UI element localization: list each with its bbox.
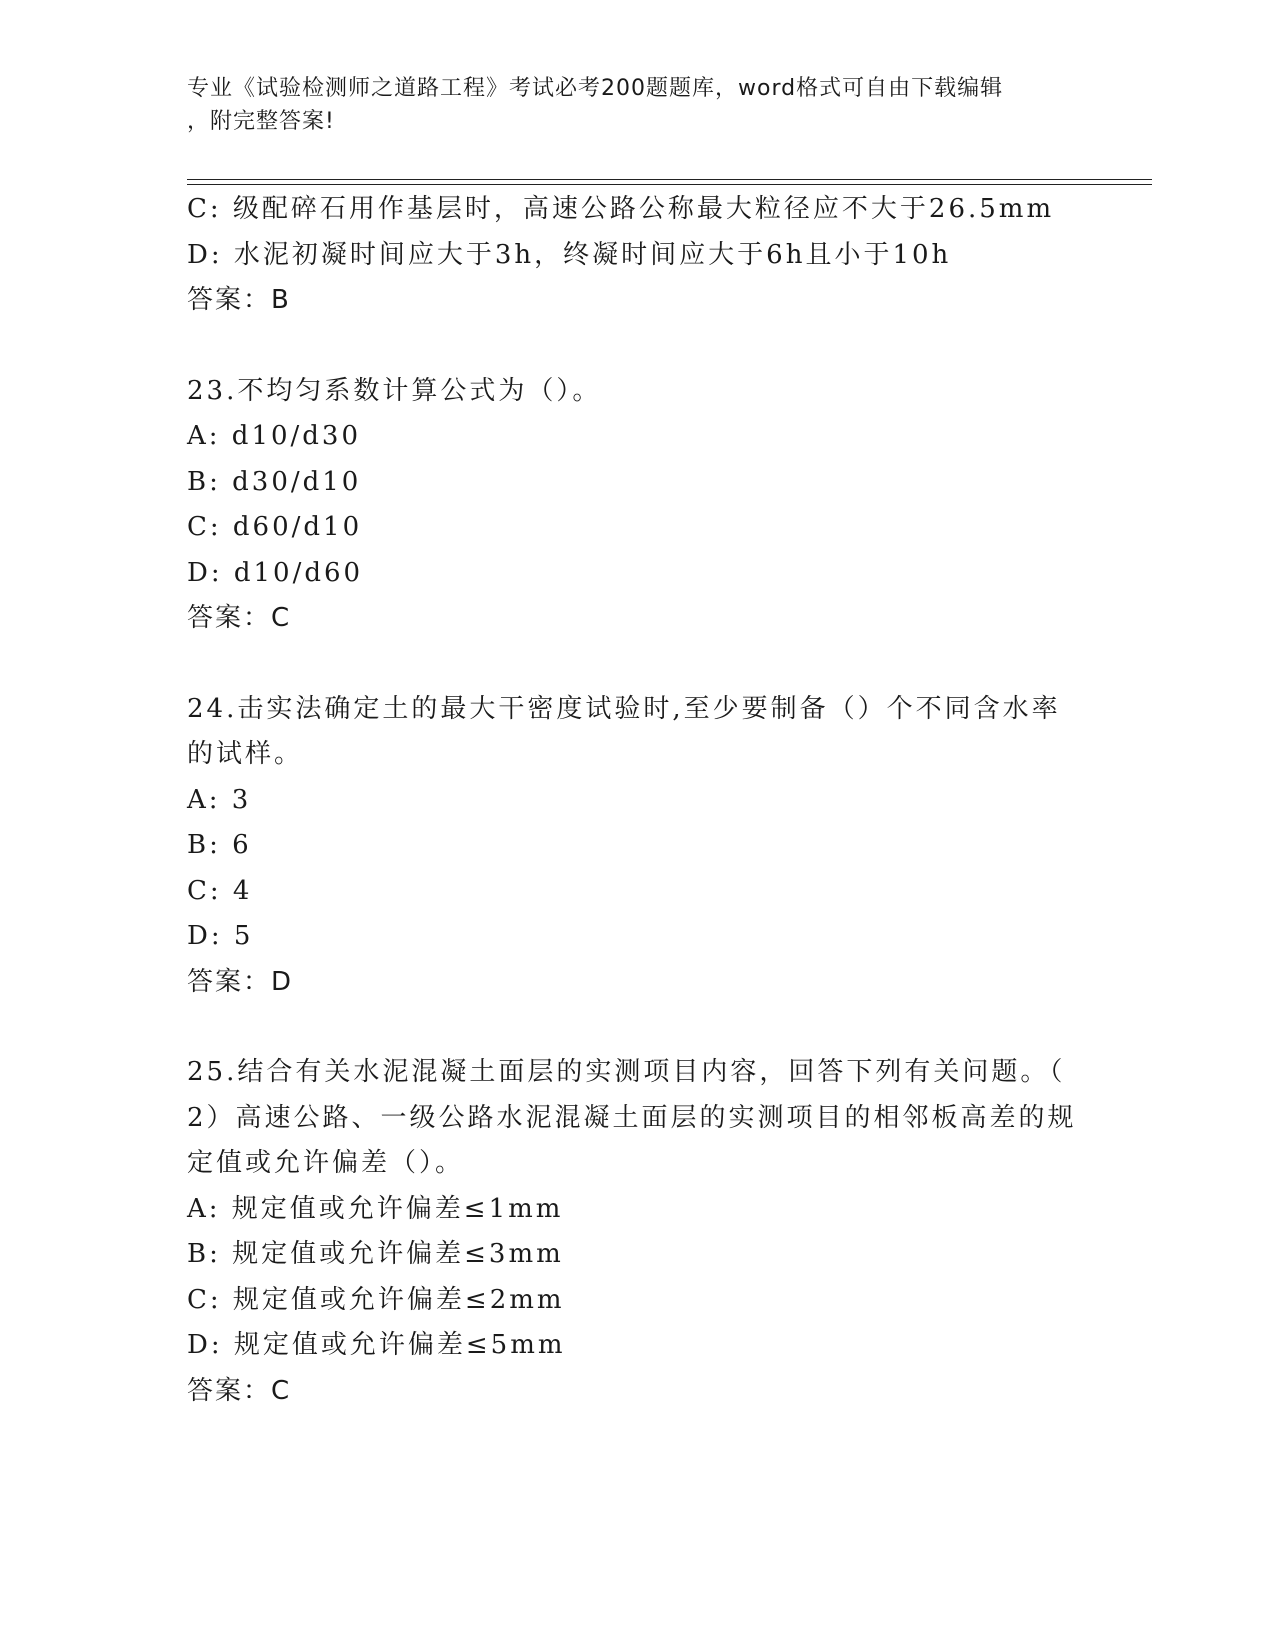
option-c: C: 4	[187, 875, 253, 906]
answer-line: 答案：D	[187, 966, 294, 997]
question-25	[187, 1050, 1087, 1414]
answer-line: 答案：C	[187, 603, 292, 633]
header-divider-bottom	[187, 184, 1152, 185]
document-header	[187, 72, 1067, 138]
question-stem-line2: 的试样。	[187, 739, 304, 769]
spacer	[187, 324, 1087, 369]
header-title-line1: 专业《试验检测师之道路工程》考试必考200题题库，word格式可自由下载编辑	[187, 76, 1004, 101]
header-divider-top	[187, 179, 1152, 180]
option-b: B: 6	[187, 830, 252, 860]
option-a: A: d10/d30	[187, 421, 362, 451]
question-stem-line1: 25.结合有关水泥混凝土面层的实测项目内容，回答下列有关问题。（	[187, 1057, 1066, 1087]
option-d: D: d10/d60	[187, 557, 364, 588]
option-c: C: 级配碎石用作基层时，高速公路公称最大粒径应不大于26.5mm	[187, 194, 1055, 224]
option-d: D: 规定值或允许偏差≤5mm	[187, 1330, 566, 1360]
spacer	[187, 1005, 1087, 1050]
answer-line: 答案：C	[187, 1375, 292, 1406]
option-b: B: 规定值或允许偏差≤3mm	[187, 1239, 564, 1269]
option-d: D: 5	[187, 921, 254, 951]
option-a: A: 3	[187, 784, 252, 815]
option-d: D: 水泥初凝时间应大于3h，终凝时间应大于6h且小于10h	[187, 239, 952, 270]
question-24	[187, 687, 1087, 1006]
header-title-line2: ，附完整答案!	[187, 109, 335, 134]
prev-question-block	[187, 187, 1087, 324]
option-c: C: d60/d10	[187, 512, 363, 542]
question-stem-line3: 定值或允许偏差（）。	[187, 1148, 465, 1178]
question-content	[187, 187, 1087, 1414]
option-a: A: 规定值或允许偏差≤1mm	[187, 1193, 564, 1224]
answer-line: 答案：B	[187, 285, 291, 315]
question-stem: 23.不均匀系数计算公式为（）。	[187, 375, 602, 406]
question-stem-line1: 24.击实法确定土的最大干密度试验时,至少要制备（）个不同含水率	[187, 693, 1061, 724]
spacer	[187, 642, 1087, 687]
question-stem-line2: 2）高速公路、一级公路水泥混凝土面层的实测项目的相邻板高差的规	[187, 1102, 1077, 1133]
question-23	[187, 369, 1087, 642]
option-c: C: 规定值或允许偏差≤2mm	[187, 1284, 565, 1315]
option-b: B: d30/d10	[187, 466, 362, 497]
